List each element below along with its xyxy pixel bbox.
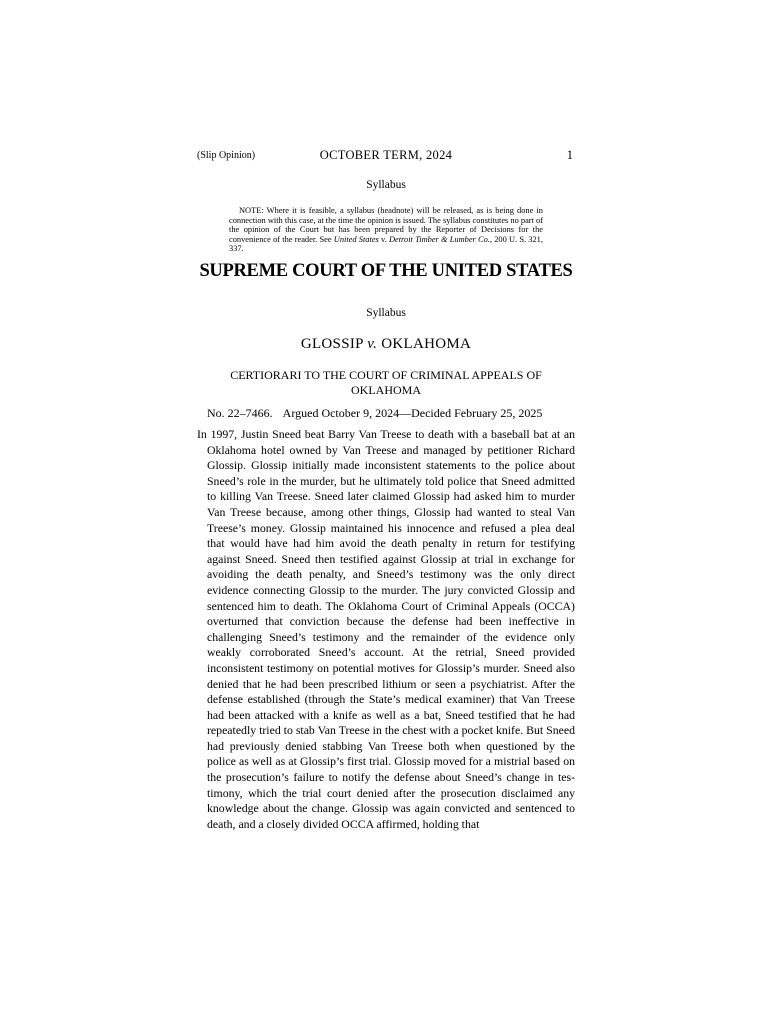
certiorari-line: CERTIORARI TO THE COURT OF CRIMINAL APPEALS OF OKLAHOMA xyxy=(230,368,542,397)
term-label: OCTOBER TERM, 2024 xyxy=(319,148,453,162)
syllabus-heading-top: Syllabus xyxy=(366,179,406,191)
docket-line xyxy=(197,406,575,421)
note-citation-v: v. xyxy=(378,234,389,244)
syllabus-body-paragraph: In 1997, Justin Sneed beat Barry Van Treese to death with a baseball bat at an Oklahoma hotel owned by Van Treese and managed by petitioner Richard Glossip. Glossip initially made inconsistent statements to the police about Sneed’s role in the murder, but he ultimately told police that Sneed admitted to killing Van Treese. Sneed later claimed Glossip had asked him to murder Van Treese because, among other things, Glossip had wanted to steal Van Treese’s money. Glossip maintained his innocence and refused a plea deal that would have had him avoid the death penalty in return for testifying against Sneed. Sneed then testified against Glossip at trial in exchange for avoiding the death penalty, and Sneed’s testimony was the only direct evidence connecting Glossip to the murder. The jury convicted Glossip and sentenced him to death. The Oklahoma Court of Criminal Appeals (OCCA) overturned that conviction because the defense had been ineffective in challenging Sneed’s testimony and the remainder of the evidence only weakly corroborated Sneed’s account. At the retrial, Sneed provided inconsistent testimony on potential motives for Glossip’s murder. Sneed also denied that he had been prescribed lithium or seen a psychiatrist. After the defense established (through the State’s medical examiner) that Van Treese had been attacked with a knife as well as a bat, Sneed testified that he had repeatedly tried to stab Van Treese in the chest with a pocket knife. But Sneed had previously denied stabbing Van Treese both when questioned by the police as well as at Glossip’s first trial. Glossip moved for a mistrial based on the prosecution’s failure to notify the defense about Sneed’s change in testimony, which the trial court denied after the prosecution disclaimed any knowledge about the change. Glossip was again convicted and sentenced to death, and a closely divided OCCA affirmed, holding that xyxy=(197,427,575,831)
note-citation-party-1: United States xyxy=(333,234,379,244)
headnote-notice xyxy=(229,206,543,254)
respondent-name: OKLAHOMA xyxy=(381,336,472,352)
court-name: SUPREME COURT OF THE UNITED STATES xyxy=(199,261,573,281)
running-head xyxy=(197,148,575,164)
slip-opinion-label: (Slip Opinion) xyxy=(197,150,256,161)
versus-abbrev: v. xyxy=(367,336,378,352)
page-number: 1 xyxy=(566,148,573,162)
case-caption xyxy=(197,336,575,353)
argued-decided-dates: Argued October 9, 2024—Decided February 25, 2025 xyxy=(282,406,543,420)
note-citation-party-2: Detroit Timber & Lumber Co. xyxy=(388,234,490,244)
syllabus-heading: Syllabus xyxy=(366,307,406,319)
petitioner-name: GLOSSIP xyxy=(300,336,364,352)
note-citation-reporter: , 200 U. S. 321, 337. xyxy=(229,234,543,254)
note-text: NOTE: Where it is feasible, a syllabus (headnote) will be released, as is being done in connection with this case, at the time the opinion is issued. The syllabus constitutes no part of the opinion of the Court but has been prepared by the Reporter of Decisions for the convenience of the reader. See xyxy=(229,206,543,244)
docket-number: No. 22–7466. xyxy=(207,406,273,420)
